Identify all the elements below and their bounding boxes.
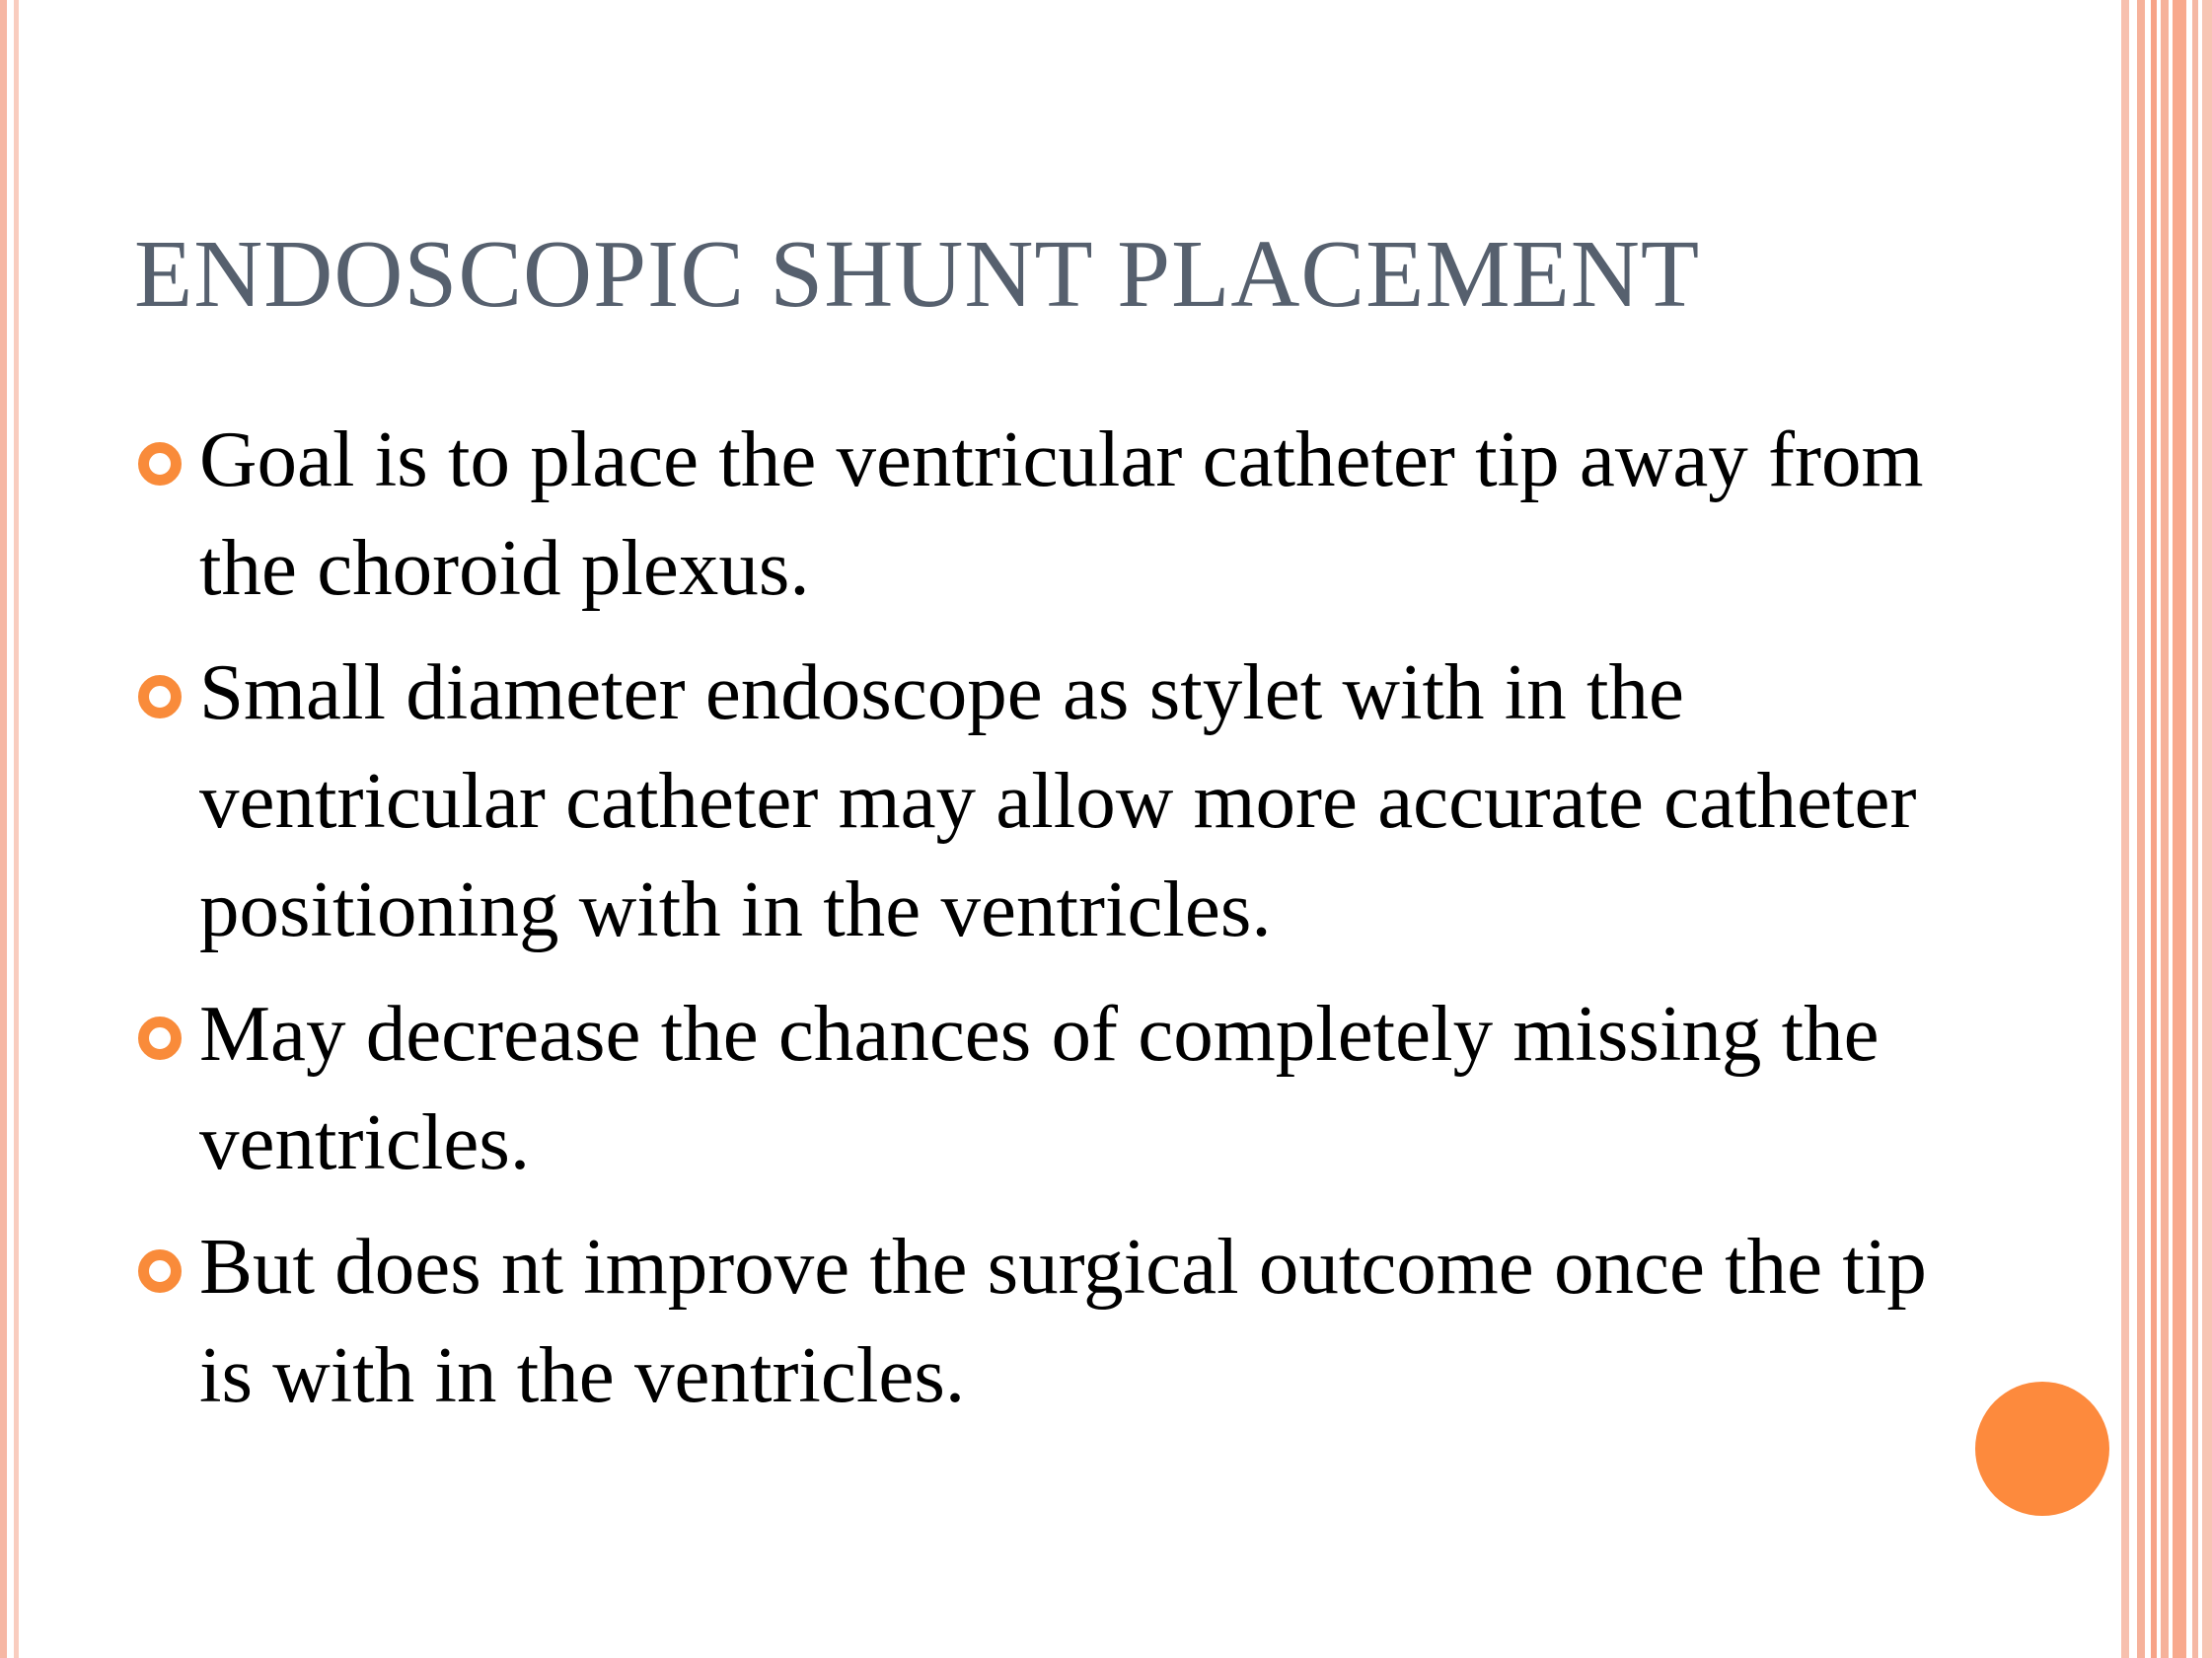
- bullet-list: [134, 405, 1969, 1445]
- left-border-stripe: [14, 0, 19, 1658]
- ring-bullet-icon: [138, 1017, 182, 1060]
- right-border-stripe: [2173, 0, 2186, 1658]
- bullet-item: [134, 1212, 1969, 1429]
- ring-bullet-icon: [138, 442, 182, 486]
- right-border-stripe: [2151, 0, 2157, 1658]
- bullet-item: [134, 405, 1969, 622]
- slide-title: ENDOSCOPIC SHUNT PLACEMENT: [134, 221, 1701, 327]
- bullet-text: Small diameter endoscope as stylet with in the ventricular catheter may allow more accurate catheter positioning with in the ventricles.: [199, 647, 1917, 953]
- bullet-item: [134, 979, 1969, 1196]
- right-border-stripe: [2202, 0, 2212, 1658]
- left-border-stripe: [0, 0, 7, 1658]
- ring-bullet-icon: [138, 675, 182, 718]
- right-border-stripe: [2121, 0, 2129, 1658]
- bullet-item: [134, 638, 1969, 963]
- ring-bullet-icon: [138, 1249, 182, 1293]
- bullet-text: Goal is to place the ventricular catheter tip away from the choroid plexus.: [199, 414, 1924, 612]
- right-border-stripe: [2192, 0, 2198, 1658]
- decorative-circle-icon: [1975, 1382, 2109, 1516]
- right-border-stripe: [2161, 0, 2169, 1658]
- bullet-text: But does nt improve the surgical outcome once the tip is with in the ventricles.: [199, 1222, 1927, 1419]
- bullet-text: May decrease the chances of completely missing the ventricles.: [199, 989, 1880, 1186]
- right-border-stripe: [2137, 0, 2145, 1658]
